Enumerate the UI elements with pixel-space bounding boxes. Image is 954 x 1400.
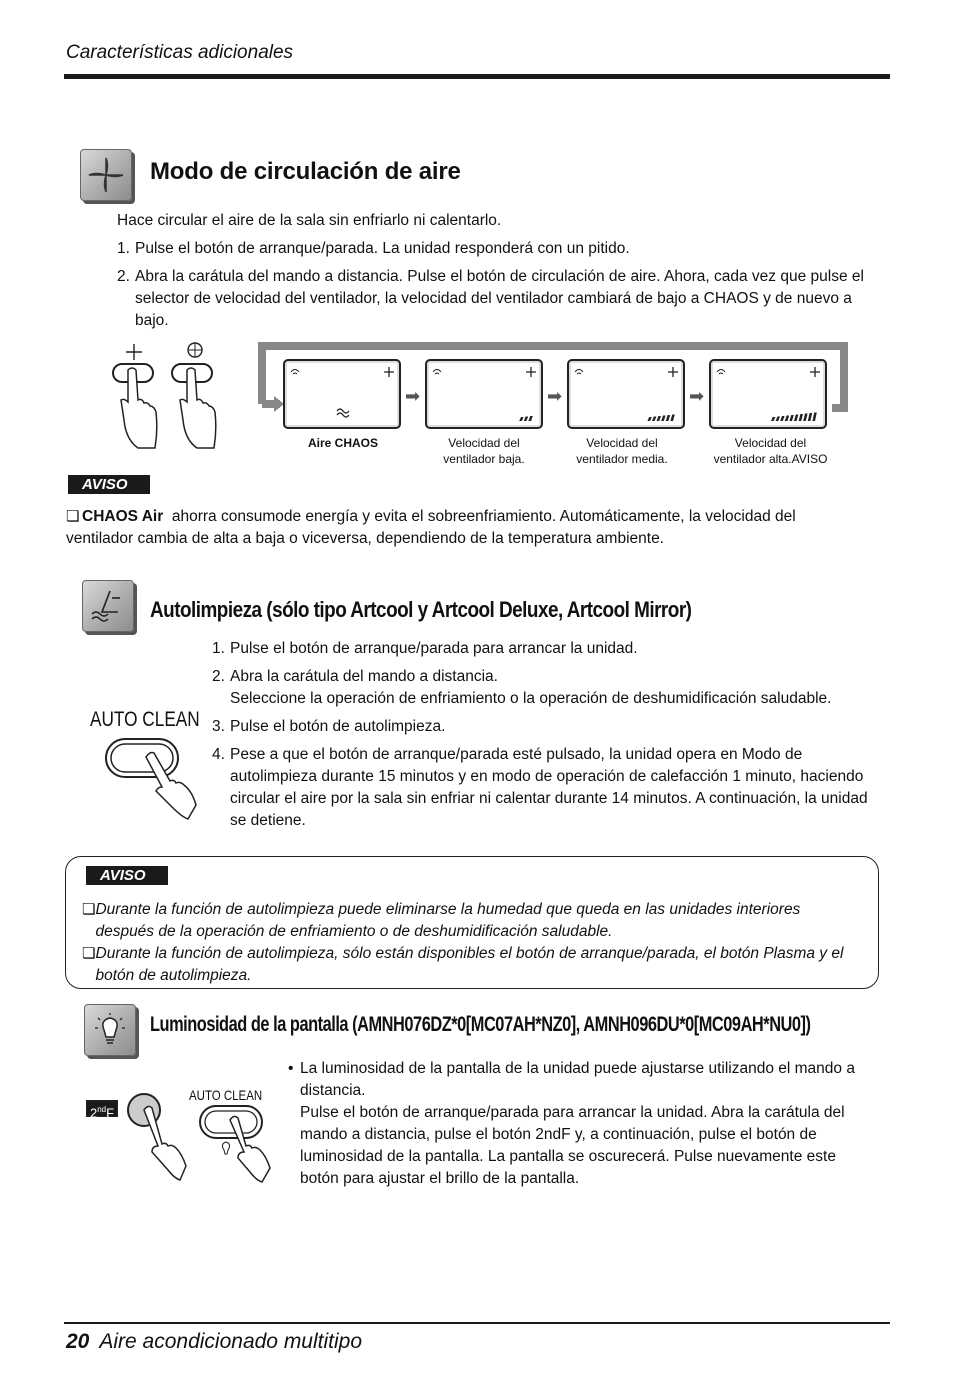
step-number: 1. [117,240,130,257]
caption-low [414,435,554,467]
step-number: 2. [212,668,225,685]
caption-line: ventilador alta.AVISO [713,452,828,466]
fan-speed-bars [647,415,674,422]
section-title-air-circulation: Modo de circulación de aire [150,158,461,185]
step-text: Pulse el botón de autolimpieza. [230,718,446,735]
section3-text [288,1058,878,1190]
fan-speed-bars [519,416,533,421]
header-rule [64,74,890,79]
fan-speed-bar [776,417,780,422]
step-text: Abra la carátula del mando a distancia. Pulse el botón de circulación de aire. Ahora, cada vez que pulse el selector de velocidad del ventilador, la velocidad del ventilador cambiará de bajo a CHAOS y de nuevo a bajo. [135,268,864,329]
caption-line: Velocidad del [734,436,807,450]
fan-speed-bar [528,416,532,421]
fan-speed-bar [808,413,812,421]
fan-speed-bar [794,415,798,422]
section1-step-1 [117,238,877,260]
checkbox-bullet-icon: ❏ [82,901,96,918]
step-number: 1. [212,640,225,657]
label-main: 2 [90,1105,98,1121]
bullet-icon: • [288,1060,294,1077]
fan-speed-bar [666,415,670,421]
fan-speed-bar [785,416,789,422]
checkbox-bullet-icon: ❏ [66,508,80,525]
caption-medium [552,435,692,467]
list-item [82,943,862,987]
fan-blades-icon [80,149,132,201]
footer-rule [64,1322,890,1324]
list-item [82,899,862,943]
footer-title: Aire acondicionado multitipo [99,1330,363,1353]
lcd-display-chaos [283,359,401,429]
step-number: 4. [212,746,225,763]
arrow-right-icon: ➡ [689,386,705,406]
aviso-badge: AVISO [68,475,150,494]
fan-speed-bar [657,416,661,421]
fan-speed-bars [771,413,817,422]
caption-high [698,435,843,467]
lcd-display-medium [567,359,685,429]
brightness-buttons-illustration [120,1086,280,1196]
fan-speed-bar [670,415,674,422]
fan-speed-bar [812,413,816,422]
paragraph: Pulse el botón de arranque/parada para arrancar la unidad. Abra la carátula del mando a distancia, pulse el botón 2ndF y, a continuación, pulse el botón de luminosidad de la pantalla. La pantalla se oscurecerá. Pulse nuevamente este botón para ajustar el brillo de la pantalla. [300,1104,845,1187]
caption-line: Velocidad del [448,436,520,450]
caption-line: Velocidad del [586,436,658,450]
chaos-note [66,506,856,550]
fan-speed-bar [524,417,528,422]
fan-speed-bar [771,417,775,421]
checkbox-bullet-icon: ❏ [82,945,96,962]
step-text: Pese a que el botón de arranque/parada esté pulsado, la unidad opera en Modo de autolimpieza durante 15 minutos y en modo de operación de calefacción 1 minuto, haciendo circular el aire por la sala sin enfriar ni calentar durante 14 minutos. A continuación, la unidad se detiene. [230,746,868,829]
note-text: Durante la función de autolimpieza puede eliminarse la humedad que queda en las unidades interiores después de la operación de enfriamiento o de deshumidificación saludable. [95,901,801,940]
auto-clean-button-illustration [100,735,200,825]
caption-line: ventilador baja. [443,452,525,466]
auto-clean-icon [82,580,134,632]
second-function-label [86,1100,118,1121]
fan-speed-bar [789,415,793,421]
step-number: 3. [212,718,225,735]
fan-speed-bar [799,414,803,421]
step-text: Pulse el botón de arranque/parada para arrancar la unidad. [230,640,638,657]
note-text: Durante la función de autolimpieza, sólo están disponibles el botón de arranque/parada, el botón Plasma y el botón de autolimpieza. [95,945,844,984]
auto-clean-small-label: AUTO CLEAN [189,1087,263,1103]
caption-line: ventilador media. [576,452,668,466]
note-bold: CHAOS Air [82,508,164,525]
auto-clean-label: AUTO CLEAN [90,708,200,731]
step-number: 2. [117,268,130,285]
note-text: ahorra consumode energía y evita el sobreenfriamiento. Automáticamente, la velocidad del ventilador cambia de alta a baja o viceversa, dependiendo de la temperatura ambiente. [66,508,796,547]
fan-speed-bar [519,417,523,421]
label-sup: nd [97,1105,107,1114]
fan-speed-bar [647,417,651,421]
page-number: 20 [66,1330,90,1353]
lcd-display-high [709,359,827,429]
lcd-display-low [425,359,543,429]
arrow-right-icon: ➡ [547,386,563,406]
list-item [212,716,872,738]
aviso-notes [82,899,862,987]
footer [66,1330,362,1354]
label-end: F [106,1105,115,1121]
fan-speed-bar [652,417,656,422]
running-header: Características adicionales [66,42,294,63]
fan-mode-icon [126,344,142,360]
section1-intro: Hace circular el aire de la sala sin enfriarlo ni calentarlo. [117,212,502,229]
aviso-badge: AVISO [86,866,168,885]
arrow-right-icon: ➡ [405,386,421,406]
list-item [212,638,872,660]
light-bulb-icon [84,1004,136,1056]
section-title-display-brightness: Luminosidad de la pantalla (AMNH076DZ*0[MC07AH*NZ0], AMNH096DU*0[MC09AH*NU0]) [150,1013,811,1036]
list-item [212,666,872,710]
paragraph: La luminosidad de la pantalla de la unidad puede ajustarse utilizando el mando a distancia. [300,1060,855,1099]
remote-buttons-illustration [110,340,240,455]
fan-speed-bar [780,416,784,421]
section1-step-2 [117,266,867,332]
fan-speed-bar [803,414,807,422]
caption-line: Aire CHAOS [307,436,378,450]
caption-chaos [273,435,413,451]
fan-speed-bar [661,416,665,422]
step-text: Seleccione la operación de enfriamiento o la operación de deshumidificación saludable. [230,690,832,707]
section-title-auto-clean: Autolimpieza (sólo tipo Artcool y Artcool Deluxe, Artcool Mirror) [150,597,692,622]
list-item [288,1058,878,1190]
list-item [212,744,872,832]
step-text: Pulse el botón de arranque/parada. La unidad responderá con un pitido. [135,240,630,257]
step-text: Abra la carátula del mando a distancia. [230,668,498,685]
section2-steps [212,638,872,832]
